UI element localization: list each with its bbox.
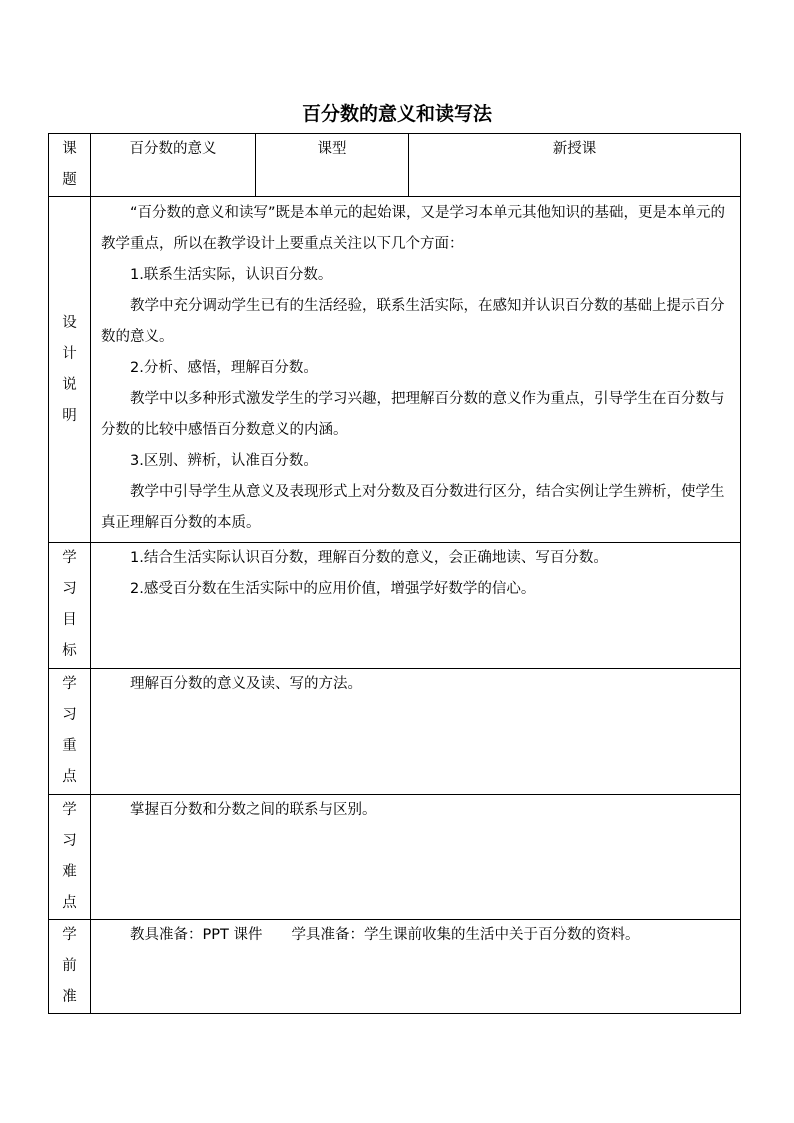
paragraph: 教学中以多种形式激发学生的学习兴趣，把理解百分数的意义作为重点，引导学生在百分数与分数的比较中感悟百分数意义的内涵。 <box>101 391 725 438</box>
topic-value: 百分数的意义 <box>91 134 256 197</box>
section-content <box>91 543 741 669</box>
label-char: 目 <box>62 612 77 628</box>
label-char: 标 <box>62 643 77 659</box>
section-learning-goals <box>49 543 741 669</box>
label-char: 学 <box>62 927 77 943</box>
paragraph: 1.结合生活实际认识百分数，理解百分数的意义，会正确地读、写百分数。 <box>130 550 608 566</box>
paragraph: 2.分析、感悟，理解百分数。 <box>130 360 318 376</box>
type-value: 新授课 <box>409 134 741 197</box>
label-char: 难 <box>62 864 77 880</box>
paragraph: 教具准备：PPT 课件 学具准备：学生课前收集的生活中关于百分数的资料。 <box>130 927 640 943</box>
section-label <box>49 543 91 669</box>
section-label <box>49 669 91 795</box>
paragraph: “百分数的意义和读写”既是本单元的起始课，又是学习本单元其他知识的基础，更是本单元的教学重点，所以在教学设计上要重点关注以下几个方面： <box>101 205 726 252</box>
label-char: 设 <box>62 314 77 331</box>
section-key-points <box>49 669 741 795</box>
type-label: 课型 <box>256 134 409 197</box>
label-char: 点 <box>62 895 77 911</box>
label-char: 课 <box>62 141 77 157</box>
label-char: 题 <box>62 172 77 188</box>
paragraph: 1.联系生活实际，认识百分数。 <box>130 267 333 283</box>
paragraph: 掌握百分数和分数之间的联系与区别。 <box>130 802 377 818</box>
label-char: 学 <box>62 550 77 566</box>
header-row <box>49 134 741 197</box>
label-char: 准 <box>62 989 77 1005</box>
section-content <box>91 197 741 543</box>
section-label <box>49 795 91 920</box>
label-char: 明 <box>62 407 77 424</box>
section-design-notes <box>49 197 741 543</box>
paragraph: 教学中充分调动学生已有的生活经验，联系生活实际，在感知并认识百分数的基础上提示百分数的意义。 <box>101 298 725 345</box>
document-title: 百分数的意义和读写法 <box>301 103 492 125</box>
section-preparation <box>49 920 741 1014</box>
label-char: 点 <box>62 769 77 785</box>
paragraph: 理解百分数的意义及读、写的方法。 <box>130 676 362 692</box>
paragraph: 3.区别、辨析，认准百分数。 <box>130 453 318 469</box>
section-content <box>91 920 741 1014</box>
section-label <box>49 197 91 543</box>
label-char: 习 <box>62 833 77 849</box>
section-difficult-points <box>49 795 741 920</box>
label-char: 学 <box>62 802 77 818</box>
paragraph: 2.感受百分数在生活实际中的应用价值，增强学好数学的信心。 <box>130 581 536 597</box>
section-content <box>91 795 741 920</box>
section-content <box>91 669 741 795</box>
label-char: 计 <box>62 345 77 362</box>
lesson-plan-table <box>48 133 741 1014</box>
label-char: 学 <box>62 676 77 692</box>
paragraph: 教学中引导学生从意义及表现形式上对分数及百分数进行区分，结合实例让学生辨析，使学生真正理解百分数的本质。 <box>101 484 725 531</box>
label-char: 习 <box>62 707 77 723</box>
label-char: 习 <box>62 581 77 597</box>
label-char: 重 <box>62 738 77 754</box>
label-char: 前 <box>62 958 77 974</box>
label-char: 说 <box>62 376 77 393</box>
section-label <box>49 920 91 1014</box>
topic-label-cell <box>49 134 91 197</box>
